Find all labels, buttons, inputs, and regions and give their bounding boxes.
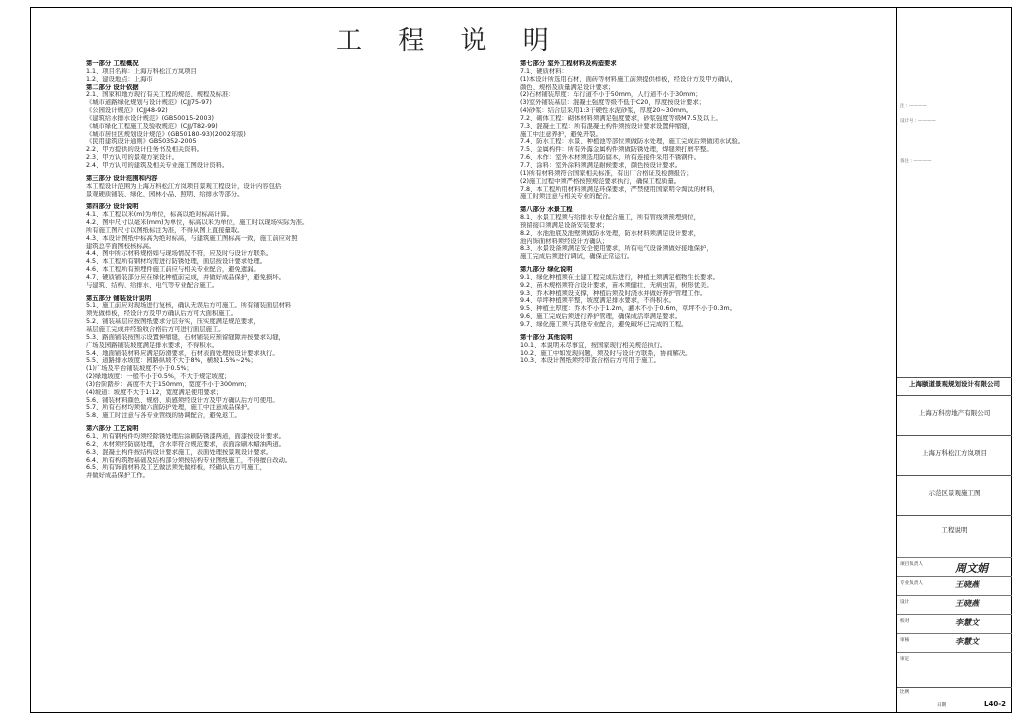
note-line: 本工程设计范围为上海万科松江方岚项目景观工程设计，设计内容包括	[86, 182, 282, 190]
section-heading: 第八部分 水景工程	[520, 206, 573, 214]
section-heading: 第四部分 设计说明	[86, 203, 139, 211]
note-line: 5.6、铺装材料颜色、规格、质感须经设计方及甲方确认后方可使用。	[86, 396, 279, 404]
note-line: 5.3、路面铺装按图示设置伸缩缝，石材铺装应预留缝隙并按要求勾缝，	[86, 333, 285, 341]
note-line: 8.2、水池池底及池壁须做防水处理，防水材料须满足设计要求，	[520, 229, 701, 237]
note-line: 5.1、施工前应对现场进行复核，确认无误后方可施工。所有铺装面层材料	[86, 302, 292, 310]
signature: 王晓燕	[955, 598, 979, 608]
note-line: 广场及园路铺装坡度满足排水要求，不得积水。	[86, 341, 219, 349]
note-line: 7.4、防水工程：水景、种植池等部位须做防水处理，施工完成后须做闭水试验。	[520, 138, 745, 146]
sign-rows	[897, 557, 1012, 677]
signature: 李慧文	[955, 617, 979, 627]
note-line: 《民用建筑设计通则》GB50352-2005	[86, 138, 197, 146]
note-line: 并做好成品保护工作。	[86, 472, 149, 480]
note-line: (3)台阶踏步：高度不大于150mm，宽度不小于300mm；	[86, 380, 251, 388]
note-line: 5.8、施工时注意与各专业管线的协调配合，避免返工。	[86, 412, 241, 420]
note-line: 9.7、绿化施工须与其他专业配合，避免破坏已完成的工程。	[520, 321, 688, 328]
note-line: 4.2、图中尺寸以毫米(mm)为单位，标高以米为单位，施工时以现场实际为准。	[86, 219, 309, 227]
section-heading: 第五部分 铺装设计说明	[86, 294, 152, 302]
note-line: 5.7、所有石材均须做六面防护处理，施工中注意成品保护。	[86, 404, 254, 412]
section-heading: 第七部分 室外工程材料及构造要求	[520, 60, 617, 67]
signature: 王晓燕	[955, 579, 979, 589]
tb-footer	[897, 687, 1012, 713]
note-line: 7.5、金属构件：所有外露金属构件须做防锈处理，焊缝须打磨平整。	[520, 146, 713, 154]
note-line: (2)石材铺装厚度：车行道不小于50mm，人行道不小于30mm；	[520, 91, 702, 99]
note-line: 10.1、本说明未尽事宜，按国家现行相关规范执行。	[520, 341, 667, 349]
note-line: 7.6、木作：室外木材须选用防腐木，所有连接件采用不锈钢件。	[520, 154, 701, 162]
note-line: 基层施工完成并经验收合格后方可进行面层施工。	[86, 326, 225, 333]
signature: 李慧文	[955, 636, 979, 646]
note-line: 《城市道路绿化规划与设计规范》(CJJ75-97)	[86, 99, 212, 107]
sign-row	[897, 557, 1012, 575]
note-line: 7.8、本工程所用材料须满足环保要求，严禁使用国家明令淘汰的材料，	[520, 185, 719, 193]
note-line: 《城市居住区规划设计规范》(GB50180-93)(2002年版)	[86, 130, 246, 138]
note-line: 7.2、砌体工程：砌体材料须满足强度要求，砂浆强度等级M7.5及以上。	[520, 114, 722, 122]
role-label: 审核	[900, 638, 910, 643]
note-line: 4.5、本工程所有钢材均需进行防锈处理，面层按设计要求处理。	[86, 258, 267, 266]
note-line: (1)本设计所选用石材、面砖等材料施工前须提供样板，经设计方及甲方确认，	[520, 75, 737, 83]
note-line: 7.7、涂料：室外涂料须满足耐候要求，颜色按设计要求。	[520, 161, 682, 169]
note-line: 《城市绿化工程施工及验收规范》(CJJ/T82-99)	[86, 122, 218, 130]
note-line: 2.1、国家和地方现行有关工程的规范、规程及标准：	[86, 91, 235, 99]
right-notes-column	[520, 60, 890, 365]
note-line: 7.1、硬质材料：	[520, 67, 568, 75]
section-heading: 第三部分 设计范围和内容	[86, 174, 158, 182]
company-name: 上海颐道景观规划设计有限公司	[897, 377, 1012, 395]
title-block	[896, 7, 1012, 713]
note-line: 8.1、水景工程须与给排水专业配合施工，所有管线须预埋到位，	[520, 214, 701, 222]
note-line: 10.2、施工中如发现问题，须及时与设计方联系，协商解决。	[520, 349, 692, 357]
note-line: 4.7、硬质铺装部分应在绿化种植前完成，并做好成品保护，避免损坏。	[86, 273, 285, 281]
section-heading: 第六部分 工艺说明	[86, 425, 139, 433]
date-label: 日期	[937, 703, 947, 708]
role-label: 项目负责人	[900, 562, 923, 567]
note-line: 4.4、图中所示材料规格如与现场情况不符，应及时与设计方联系。	[86, 250, 273, 258]
sign-row	[897, 595, 1012, 610]
note-line: 7.3、混凝土工程：所有混凝土构件须按设计要求设置伸缩缝，	[520, 122, 694, 130]
role-label: 设计	[900, 600, 910, 605]
note-line: (4)砂浆：结合层采用1:3干硬性水泥砂浆，厚度20~30mm。	[520, 107, 693, 115]
role-label: 审定	[900, 657, 910, 662]
left-notes-column	[86, 60, 486, 480]
note-line: 9.6、施工完成后须进行养护管理，确保成活率满足要求。	[520, 313, 682, 321]
note-line: 2.2、甲方提供的设计任务书及相关资料。	[86, 146, 204, 154]
note-line: 景观硬质铺装、绿化、园林小品、照明、给排水等部分。	[86, 190, 244, 198]
note-line: 4.3、本设计图纸中标高为绝对标高，与建筑施工图标高一致，施工前应对照	[86, 234, 298, 242]
note-line: 9.3、乔木种植须设支撑，种植后须及时浇水并做好养护管理工作。	[520, 289, 707, 297]
section-heading: 第一部分 工程概况	[86, 60, 139, 67]
note-line: 10.3、本设计图纸须经审查合格后方可用于施工。	[520, 357, 660, 365]
section-heading: 第九部分 绿化说明	[520, 266, 573, 274]
note-line: 6.1、所有钢构件均须经除锈处理后涂刷防锈漆两道，面漆按设计要求。	[86, 432, 285, 440]
note-line: (1)所有材料须符合国家相关标准，有出厂合格证及检测报告；	[520, 169, 693, 177]
note-line: 预留接口须满足设备安装要求；	[520, 221, 609, 229]
note-line: 9.1、绿化种植须在土建工程完成后进行，种植土须满足植物生长要求。	[520, 273, 719, 281]
note-line: 池内饰面材料须经设计方确认；	[520, 237, 609, 245]
note-line: 5.4、地面铺装材料应满足防滑要求，石材表面处理按设计要求执行。	[86, 349, 279, 357]
page-title: 工 程 说 明	[336, 26, 563, 56]
note-line: 1.1、项目名称：上海万科松江方岚项目	[86, 67, 197, 75]
note-line: 建筑总平面图校核标高。	[86, 242, 156, 250]
tb-note-1: 注 : ————	[900, 104, 927, 109]
note-line: 9.5、种植土厚度：乔木不小于1.2m，灌木不小于0.6m，草坪不小于0.3m。	[520, 305, 736, 313]
note-line: (4)坡道：坡度不大于1:12，宽度满足使用要求；	[86, 388, 223, 396]
note-line: 2.4、甲方认可的建筑及相关专业施工图设计资料。	[86, 161, 229, 169]
tb-note-3: 备注 : ————	[900, 159, 932, 164]
note-line: 《建筑给水排水设计规范》(GB50015-2003)	[86, 114, 215, 122]
area-name: 示范区景观施工图	[897, 475, 1012, 515]
note-line: 2.3、甲方认可的景观方案设计。	[86, 154, 178, 162]
note-line: 5.5、道路排水坡度：园路纵坡不大于8%，横坡1.5%~2%；	[86, 357, 257, 365]
client-name: 上海万科房地产有限公司	[897, 395, 1012, 435]
sign-row	[897, 633, 1012, 648]
note-line: 9.2、苗木规格须符合设计要求，苗木须健壮、无病虫害，树形优美。	[520, 281, 713, 289]
note-line: (2)施工过程中须严格按照规范要求执行，确保工程质量。	[520, 177, 681, 185]
note-line: 4.1、本工程以米(m)为单位，标高以绝对标高计算。	[86, 211, 233, 219]
note-line: (3)室外铺装基层：混凝土强度等级不低于C20，厚度按设计要求；	[520, 99, 706, 107]
note-line: (2)绿地坡度：一般不小于0.5%，不大于规定坡度；	[86, 373, 231, 381]
sign-row	[897, 576, 1012, 591]
note-line: 与建筑、结构、给排水、电气等专业配合施工。	[86, 281, 219, 289]
note-line: 6.2、木材须经防腐处理，含水率符合规范要求，表面涂刷木蜡油两道。	[86, 440, 285, 448]
note-line: 施工时须注意与相关专业的配合。	[520, 193, 615, 201]
note-line: 1.2、建设地点：上海市	[86, 75, 153, 83]
note-line: 8.3、水景设备须满足安全使用要求，所有电气设备须做好接地保护，	[520, 245, 713, 253]
note-line: 所有施工图尺寸以图纸标注为准，不得从图上直接量取。	[86, 226, 244, 234]
note-line: 9.4、草坪种植须平整，坡度满足排水要求，不得积水。	[520, 297, 675, 305]
note-line: 施工中注意养护，避免开裂。	[520, 130, 602, 138]
section-heading: 第十部分 其他说明	[520, 333, 573, 341]
note-line: 4.6、本工程所有预埋件施工前应与相关专业配合，避免遗漏。	[86, 266, 260, 274]
drawing-name: 工程说明	[897, 515, 1012, 545]
sign-row	[897, 614, 1012, 629]
sign-row	[897, 652, 1012, 667]
note-line: 6.3、混凝土构件按结构设计要求施工，表面处理按景观设计要求。	[86, 448, 273, 456]
role-label: 校对	[900, 619, 910, 624]
note-line: 6.4、所有构筑物基础及结构部分须按结构专业图纸施工，不得擅自改动。	[86, 456, 292, 464]
drawing-number: L40-2	[984, 700, 1006, 708]
note-line: (1)广场及平台铺装坡度不小于0.5%；	[86, 365, 193, 373]
note-line: 颜色、规格及质量满足设计要求；	[520, 83, 615, 91]
note-line: 6.5、所有饰面材料及工艺做法须先做样板，经确认后方可施工，	[86, 464, 267, 472]
note-line: 《公园设计规范》(CJJ48-92)	[86, 107, 168, 115]
section-heading: 第二部分 设计依据	[86, 83, 139, 91]
signature: 周文娟	[955, 562, 988, 575]
scale-label: 比例	[900, 690, 910, 695]
project-name: 上海万科松江方岚项目	[897, 435, 1012, 475]
role-label: 专业负责人	[900, 581, 923, 586]
note-line: 须先做样板，经设计方及甲方确认后方可大面积施工。	[86, 310, 238, 318]
note-line: 施工完成后须进行调试，确保正常运行。	[520, 253, 634, 261]
tb-note-2: 设计号 : ————	[900, 119, 936, 124]
note-line: 5.2、铺装基层应按图纸要求分层夯实，压实度满足规范要求，	[86, 318, 260, 326]
